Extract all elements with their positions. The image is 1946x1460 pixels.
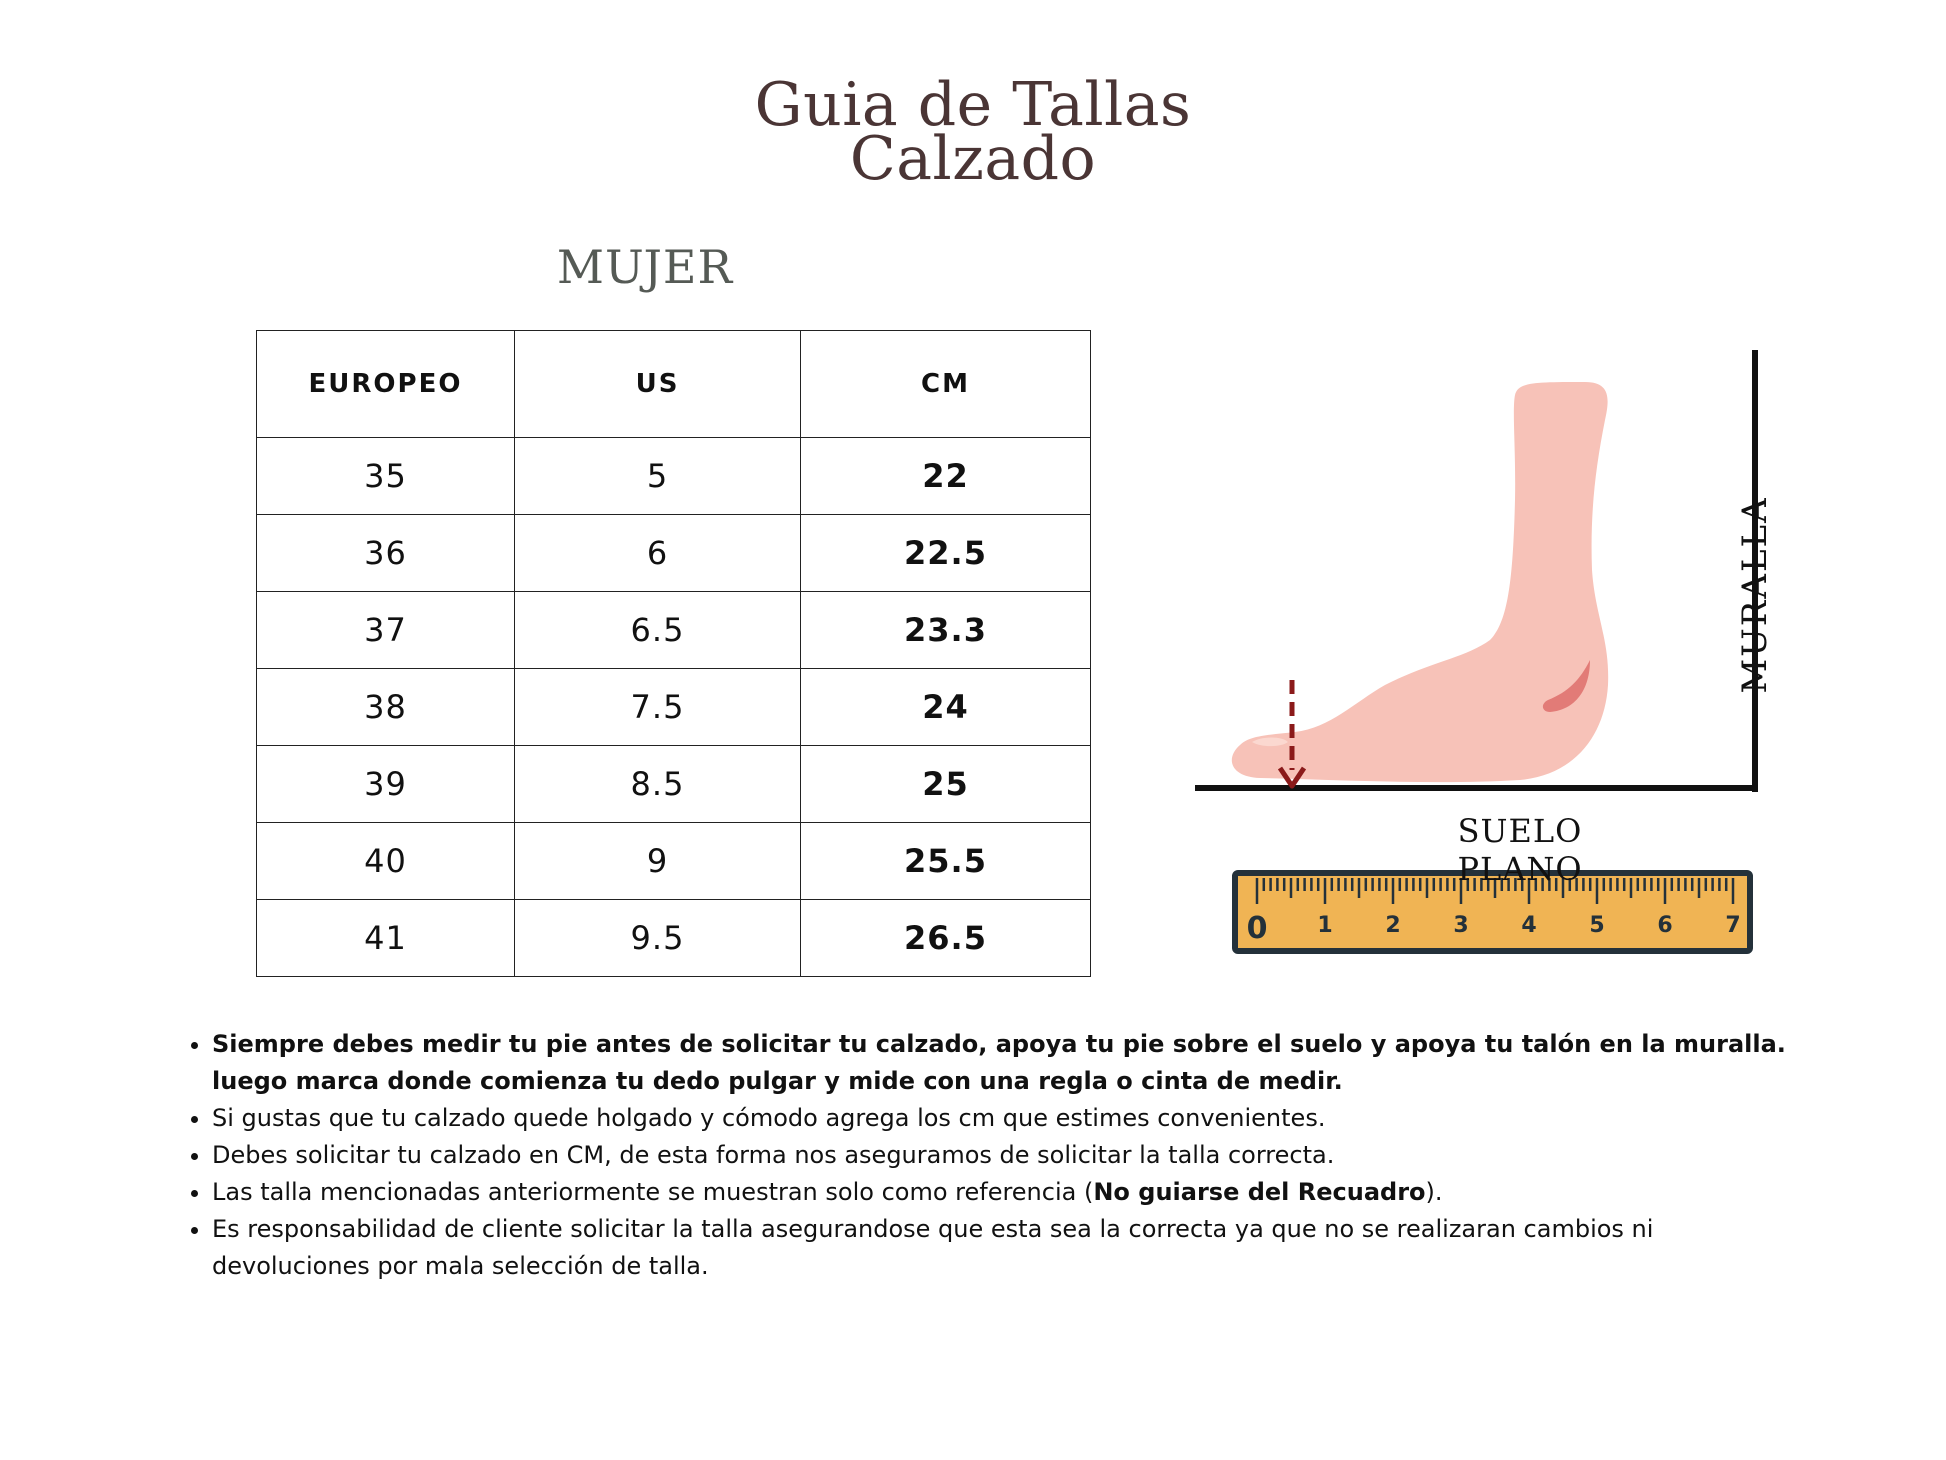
cell-cm: 25: [801, 746, 1091, 823]
ruler-number: 4: [1521, 913, 1537, 938]
cell-cm: 23.3: [801, 592, 1091, 669]
floor-label: SUELO PLANO: [1457, 812, 1583, 888]
title-line-2: Calzado: [849, 124, 1097, 194]
ruler-number: 0: [1246, 911, 1268, 946]
cell-eu: 41: [257, 900, 515, 977]
table-row: [257, 592, 1091, 669]
cell-eu: 36: [257, 515, 515, 592]
section-label: MUJER: [556, 240, 734, 294]
title-line-1: Guia de Tallas: [754, 70, 1192, 140]
cell-us: 5: [515, 438, 801, 515]
table-row: [257, 669, 1091, 746]
table-row: [257, 746, 1091, 823]
note-text: ).: [1425, 1178, 1443, 1206]
wall-label: MURALLA: [1735, 496, 1775, 694]
cell-cm: 25.5: [801, 823, 1091, 900]
cell-eu: 39: [257, 746, 515, 823]
header-us: US: [515, 331, 801, 438]
cell-cm: 24: [801, 669, 1091, 746]
cell-eu: 40: [257, 823, 515, 900]
cell-eu: 38: [257, 669, 515, 746]
table-row: [257, 515, 1091, 592]
cell-eu: 35: [257, 438, 515, 515]
header-europeo: EUROPEO: [257, 331, 515, 438]
ruler-number: 2: [1385, 913, 1401, 938]
cell-cm: 22: [801, 438, 1091, 515]
ruler-number: 5: [1589, 913, 1605, 938]
size-table: [256, 330, 1091, 977]
cell-us: 8.5: [515, 746, 801, 823]
cell-cm: 22.5: [801, 515, 1091, 592]
note-text: Las talla mencionadas anteriormente se muestran solo como referencia (: [212, 1178, 1094, 1206]
cell-cm: 26.5: [801, 900, 1091, 977]
table-header-row: [257, 331, 1091, 438]
table-row: [257, 438, 1091, 515]
ruler-number: 3: [1453, 913, 1469, 938]
header-cm: CM: [801, 331, 1091, 438]
list-item: • Si gustas que tu calzado quede holgado y cómodo agrega los cm que estimes convenientes.: [212, 1100, 1812, 1137]
cell-eu: 37: [257, 592, 515, 669]
foot-icon: [1232, 382, 1608, 782]
note-emphasis: No guiarse del Recuadro: [1093, 1178, 1426, 1206]
ruler-number: 6: [1657, 913, 1673, 938]
cell-us: 7.5: [515, 669, 801, 746]
cell-us: 9.5: [515, 900, 801, 977]
instructions-list: [180, 1026, 1812, 1285]
table-row: [257, 900, 1091, 977]
table-row: [257, 823, 1091, 900]
list-item: • Debes solicitar tu calzado en CM, de esta forma nos aseguramos de solicitar la talla correcta.: [212, 1137, 1812, 1174]
list-item: [212, 1174, 1812, 1211]
cell-us: 9: [515, 823, 801, 900]
cell-us: 6: [515, 515, 801, 592]
cell-us: 6.5: [515, 592, 801, 669]
ruler-number: 1: [1317, 913, 1333, 938]
page-title: [0, 70, 1946, 194]
ruler-number: 7: [1725, 913, 1741, 938]
list-item: • Es responsabilidad de cliente solicitar la talla asegurandose que esta sea la correcta ya que no se realizaran cambios ni devoluciones por mala selección de talla.: [212, 1211, 1812, 1285]
list-item: • Siempre debes medir tu pie antes de solicitar tu calzado, apoya tu pie sobre el suelo y apoya tu talón en la muralla. luego marca donde comienza tu dedo pulgar y mide con una regla o cinta de medir.: [212, 1026, 1812, 1100]
